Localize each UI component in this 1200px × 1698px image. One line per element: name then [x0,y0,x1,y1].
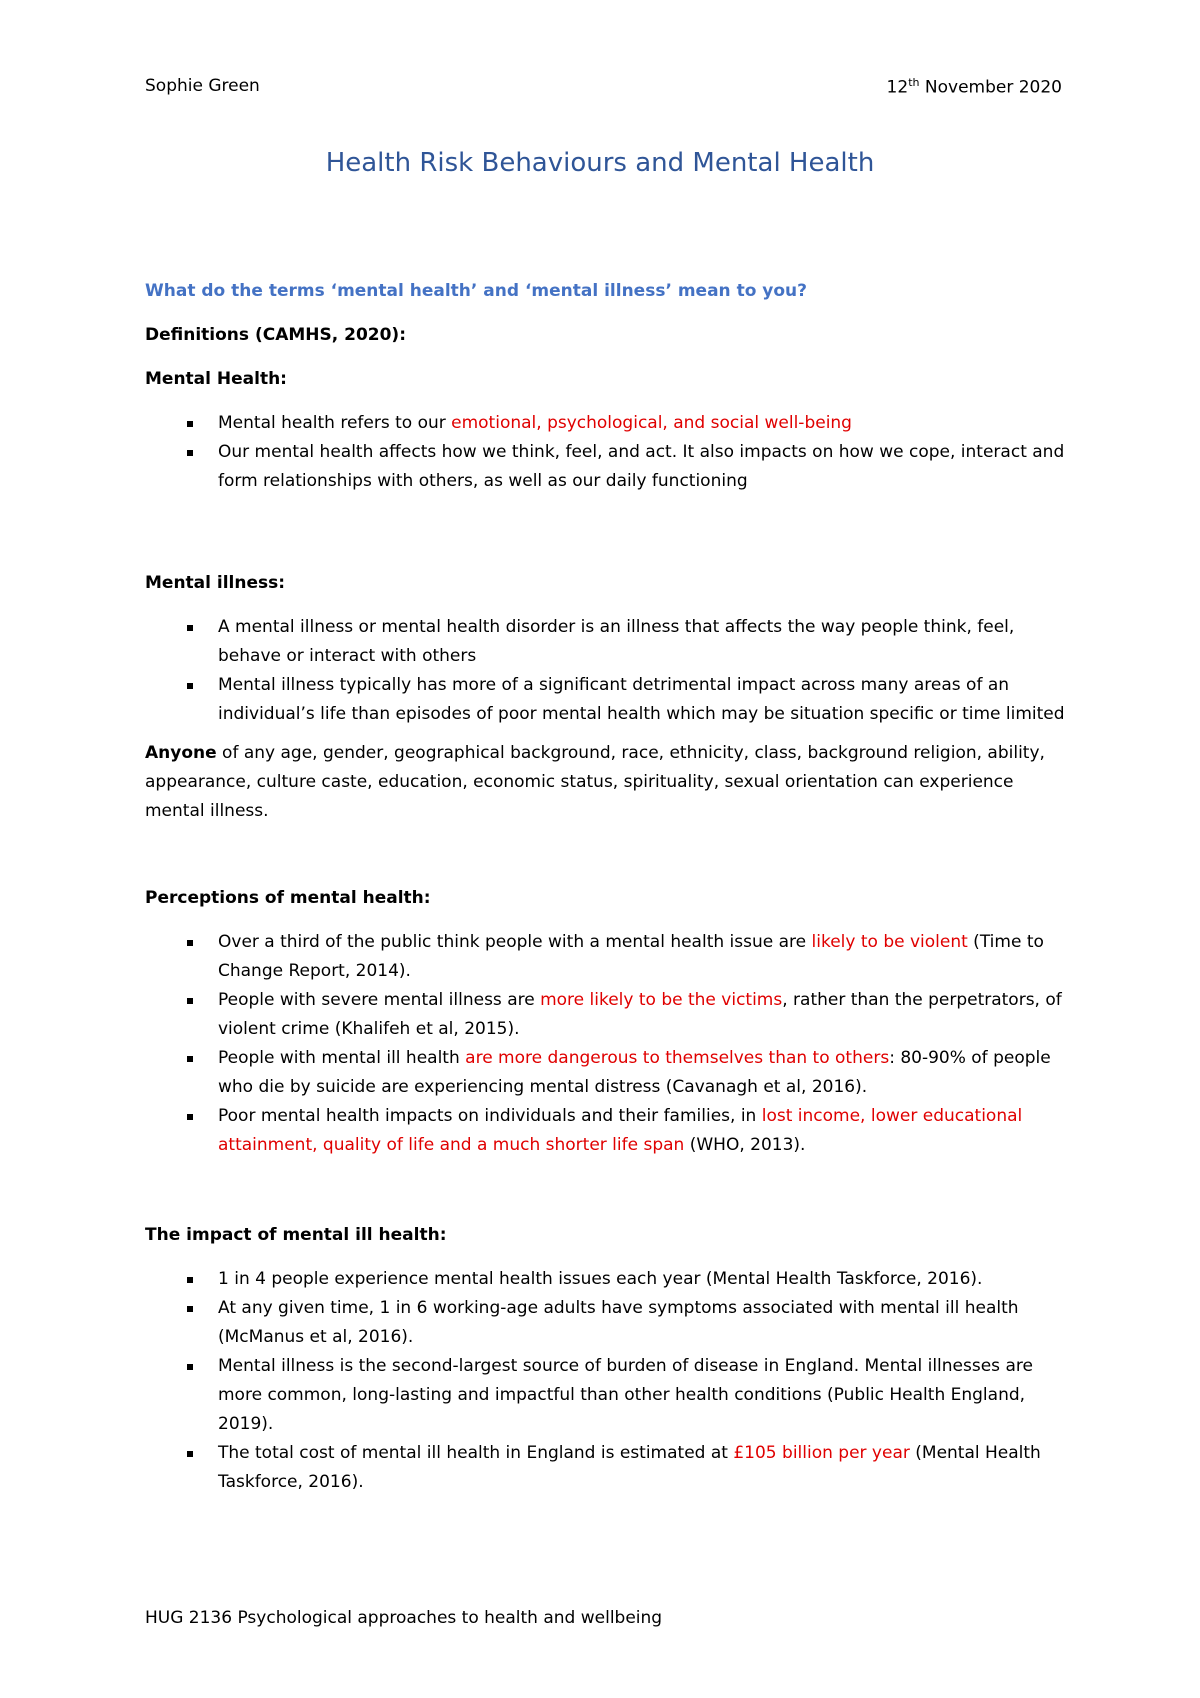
header-date [887,76,1062,98]
impact-heading: The impact of mental ill health: [145,1225,447,1245]
list-item-text: People with severe mental illness are [218,990,541,1010]
anyone-bold: Anyone [145,743,217,763]
list-item-text: 1 in 4 people experience mental health issues each year (Mental Health Taskforce, 2016). [218,1269,983,1289]
anyone-text: of any age, gender, geographical background, race, ethnicity, class, background religion, ability, appearance, culture caste, education, economic status, spirituality, sexual orientation can experience mental illness. [145,743,1045,821]
list-item [145,986,1065,1044]
list-item-text: Mental illness is the second-largest source of burden of disease in England. Mental illnesses are more common, long-lasting and impactful than other health conditions (Public Health England, 2019). [218,1356,1033,1434]
list-item [145,1044,1065,1102]
list-item-text: Over a third of the public think people with a mental health issue are [218,932,812,952]
list-item-text: The total cost of mental ill health in England is estimated at [218,1443,734,1463]
list-item [145,1102,1065,1160]
header-author: Sophie Green [145,76,260,96]
document-body [145,277,1065,1512]
highlight-text: emotional, psychological, and social well-being [451,413,852,433]
list-item [145,1352,1065,1439]
list-item-text: Our mental health affects how we think, feel, and act. It also impacts on how we cope, interact and form relationships with others, as well as our daily functioning [218,442,1065,491]
list-item [145,1439,1065,1497]
mental-health-list [145,409,1065,496]
list-item: A mental illness or mental health disorder is an illness that affects the way people think, feel, behave or interact with others [145,613,1065,671]
definitions-heading: Definitions (CAMHS, 2020): [145,325,406,345]
list-item-text: People with mental ill health [218,1048,466,1068]
perceptions-heading: Perceptions of mental health: [145,888,431,908]
mental-illness-list [145,613,1065,729]
mental-health-heading: Mental Health: [145,369,287,389]
list-item [145,438,1065,496]
list-item-text: Mental health refers to our [218,413,452,433]
list-item [145,1294,1065,1352]
list-item-text: (WHO, 2013). [684,1135,806,1155]
list-item-text: (Mental Health Taskforce, 2016). [218,1443,1041,1492]
date-suffix: th [908,76,920,89]
date-rest: November 2020 [919,77,1062,98]
list-item: Mental illness typically has more of a significant detrimental impact across many areas of an individual’s life than episodes of poor mental health which may be situation specific or time limited [145,671,1065,729]
document-title: Health Risk Behaviours and Mental Health [325,148,875,178]
spacer [145,826,1065,884]
perceptions-list [145,928,1065,1160]
date-day: 12 [886,77,909,98]
page-footer: HUG 2136 Psychological approaches to health and wellbeing [145,1608,663,1628]
list-item-text: (Time to Change Report, 2014). [218,932,1044,981]
list-item [145,928,1065,986]
list-item [145,409,1065,438]
mental-illness-heading: Mental illness: [145,573,286,593]
question-heading: What do the terms ‘mental health’ and ‘mental illness’ mean to you? [145,281,808,301]
highlight-text: more likely to be the victims [540,990,783,1010]
list-item-text: At any given time, 1 in 6 working-age adults have symptoms associated with mental ill health (McManus et al, 2016). [218,1298,1019,1347]
highlight-text: £105 billion per year [733,1443,910,1463]
highlight-text: lost income, lower educational attainment, quality of life and a much shorter life span [218,1106,1023,1155]
list-item-text: : 80-90% of people who die by suicide are experiencing mental distress (Cavanagh et al, 2016). [218,1048,1051,1097]
list-item [145,1265,1065,1294]
highlight-text: are more dangerous to themselves than to others [465,1048,890,1068]
anyone-paragraph [145,739,1065,826]
spacer [145,1175,1065,1221]
list-item-text: Poor mental health impacts on individuals and their families, in [218,1106,762,1126]
impact-list [145,1265,1065,1497]
list-item-text: , rather than the perpetrators, of violent crime (Khalifeh et al, 2015). [218,990,1062,1039]
highlight-text: likely to be violent [811,932,968,952]
spacer [145,511,1065,569]
